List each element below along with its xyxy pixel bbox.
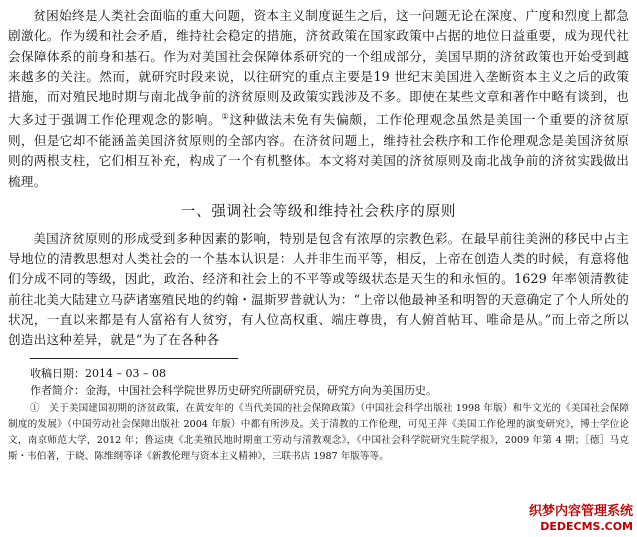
section-heading: 一、强调社会等级和维持社会秩序的原则 bbox=[180, 203, 457, 220]
received-date: 收稿日期：2014 – 03 – 08 bbox=[30, 366, 166, 380]
author-info: 作者简介：金海，中国社会科学院世界历史研究所副研究员，研究方向为美国历史。 bbox=[30, 384, 437, 398]
watermark-title: 织梦内容管理系统 bbox=[528, 504, 633, 519]
body-paragraph: 美国济贫原则的形成受到多种因素的影响，特别是包含有浓厚的宗教色彩。在最早前往美洲的移民中占主导地位的清教思想对人类社会的一个基本认识是：人并非生而平等，相反，上帝在创造人类的时候，有意将他们分成不同的等级，因此，政治、经济和社会上的不平等或等级状态是天生的和永恒的。1629 年率领清教徒前往北美大陆建立马萨诸塞殖民地的约翰・温斯罗普就认为：“上帝以他最神圣和明智的天意确定了个人所处的状况，一直以来都是有人富裕有人贫穷，有人位高权重、端庄尊贵，有人俯首帖耳、唯命是从。”而上帝之所以创造出这种差异，就是“为了在各种各 bbox=[8, 230, 629, 348]
footnote-divider bbox=[30, 358, 238, 359]
watermark-domain: DEDECMS.COM bbox=[540, 520, 633, 533]
intro-text-b: 这种做法未免有失偏颇，工作伦理观念虽然是美国一个重要的济贫原则，但是它却不能涵盖美国济贫原则的全部内容。在济贫问题上，维持社会秩序和工作伦理观念是美国济贫原则的两根支柱，它们相互补充，构成了一个有机整体。本文将对美国的济贫原则及南北战争前的济贫实践做出梳理。 bbox=[8, 112, 630, 189]
article-page bbox=[8, 6, 629, 465]
site-watermark-logo bbox=[505, 504, 633, 534]
intro-paragraph bbox=[8, 6, 629, 192]
intro-text-a: 贫困始终是人类社会面临的重大问题，资本主义制度诞生之后，这一问题无论在深度、广度和烈度上都急剧激化。作为缓和社会矛盾，维持社会稳定的措施，济贫政策在国家政策中占据的地位日益重要，成为现代社会保障体系的前身和基石。作为对美国社会保障体系研究的一个组成部分，美国早期的济贫政策也开始受到越来越多的关注。然而，就研究时段来说，以往研究的重点主要是19 世纪末美国进入垄断资本主义之后的政策措施，而对殖民地时期与南北战争前的济贫原则及政策实践涉及不多。即使在某些文章和著作中略有谈到，也大多过于强调工作伦理观念的影响。 bbox=[8, 8, 629, 128]
footnote-1: ① 关于美国建国初期的济贫政策，在黄安年的《当代美国的社会保障政策》（中国社会科学出版社 1998 年版）和牛文光的《美国社会保障制度的发展》（中国劳动社会保障出版社 2004 年版）中都有所涉及。关于清教的工作伦理，可见王萍《美国工作伦理的演变研究》，博士学位论文，南京师范大学，2012 年；鲁运庚《北美殖民地时期童工劳动与清教观念》，《中国社会科学院研究生院学报》，2009 年第 4 期；［德］马克斯・韦伯著，于晓、陈维纲等译《新教伦理与资本主义精神》，三联书店 1987 年版等等。 bbox=[8, 402, 629, 462]
footnote-marker[interactable]: ① bbox=[221, 112, 230, 122]
